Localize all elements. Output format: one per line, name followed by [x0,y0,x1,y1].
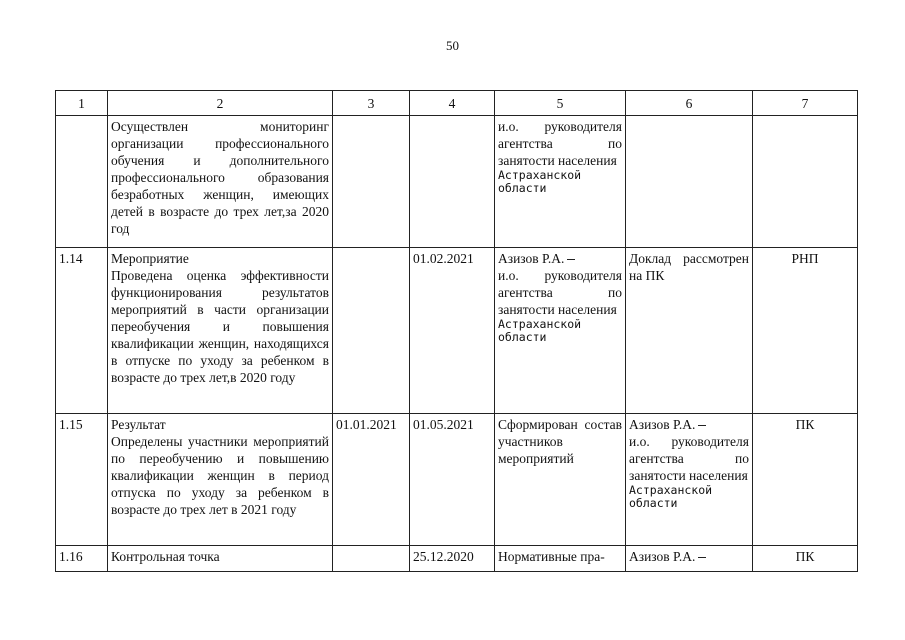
end-date-cell: 25.12.2020 [410,546,495,572]
row-number-cell: 1.16 [56,546,108,572]
description-text: Осуществлен мониторинг организации профессионального обучения и дополнительного профессионального образования безработных женщин, имеющих детей в возрасте до трех лет,за 2020 год [111,119,329,236]
start-date-cell [333,116,410,248]
header-cell: 1 [56,91,108,116]
end-date-cell [410,116,495,248]
level-cell: ПК [753,414,858,546]
page-number: 50 [446,38,459,53]
header-cell: 2 [108,91,333,116]
result-cell [626,414,753,546]
description-cell [108,248,333,414]
result-person-name: Азизов Р.А. [629,416,749,433]
responsible-cell [495,414,626,546]
level-cell: РНП [753,248,858,414]
table-row [56,546,858,572]
result-person-name: Азизов Р.А. [629,549,706,564]
result-text: и.о. руководителя агентства по занятости населения [629,434,749,483]
header-cell: 3 [333,91,410,116]
result-cell [626,546,753,572]
responsible-cell [495,248,626,414]
start-date-cell [333,546,410,572]
description-text: Проведена оценка эффективности функционирования результатов мероприятий в части организации переобучения и повышения квалификации женщин, находящихся в отпуске по уходу за ребенком в возрасте до трех лет,в 2020 году [111,268,329,385]
result-cell [626,116,753,248]
row-number-cell: 1.15 [56,414,108,546]
header-cell: 5 [495,91,626,116]
end-date-cell: 01.02.2021 [410,248,495,414]
description-text: Определены участники мероприятий по переобучению и повышению квалификации женщин в период отпуска по уходу за ребенком в возрасте до трех лет в 2021 году [111,434,329,517]
description-cell [108,116,333,248]
row-type-label: Мероприятие [111,251,189,266]
description-cell: Контрольная точка [108,546,333,572]
dash-mark [698,557,706,558]
plan-table [55,90,858,572]
dash-mark [698,425,706,426]
row-type-label: Результат [111,417,166,432]
header-cell: 4 [410,91,495,116]
responsible-text: Сформирован состав участников мероприятий [498,417,622,466]
responsible-text: и.о. руководителя агентства по занятости населения [498,119,622,168]
responsible-typed-text: Астраханской области [498,168,582,195]
responsible-typed-text: Астраханской области [498,317,582,344]
row-number-cell: 1.14 [56,248,108,414]
start-date-cell: 01.01.2021 [333,414,410,546]
dash-mark [567,259,575,260]
table-row [56,116,858,248]
result-cell [626,248,753,414]
responsible-text: и.о. руководителя агентства по занятости населения [498,268,622,317]
table-header-row [56,91,858,116]
row-number-cell [56,116,108,248]
level-cell: ПК [753,546,858,572]
table-row [56,414,858,546]
level-cell [753,116,858,248]
table-row [56,248,858,414]
header-cell: 6 [626,91,753,116]
header-cell: 7 [753,91,858,116]
responsible-cell: Нормативные пра- [495,546,626,572]
result-text: Доклад рассмотрен на ПК [629,251,749,283]
responsible-person-name: Азизов Р.А. [498,250,622,267]
start-date-cell [333,248,410,414]
description-cell [108,414,333,546]
result-typed-text: Астраханской области [629,483,713,510]
responsible-cell [495,116,626,248]
end-date-cell: 01.05.2021 [410,414,495,546]
